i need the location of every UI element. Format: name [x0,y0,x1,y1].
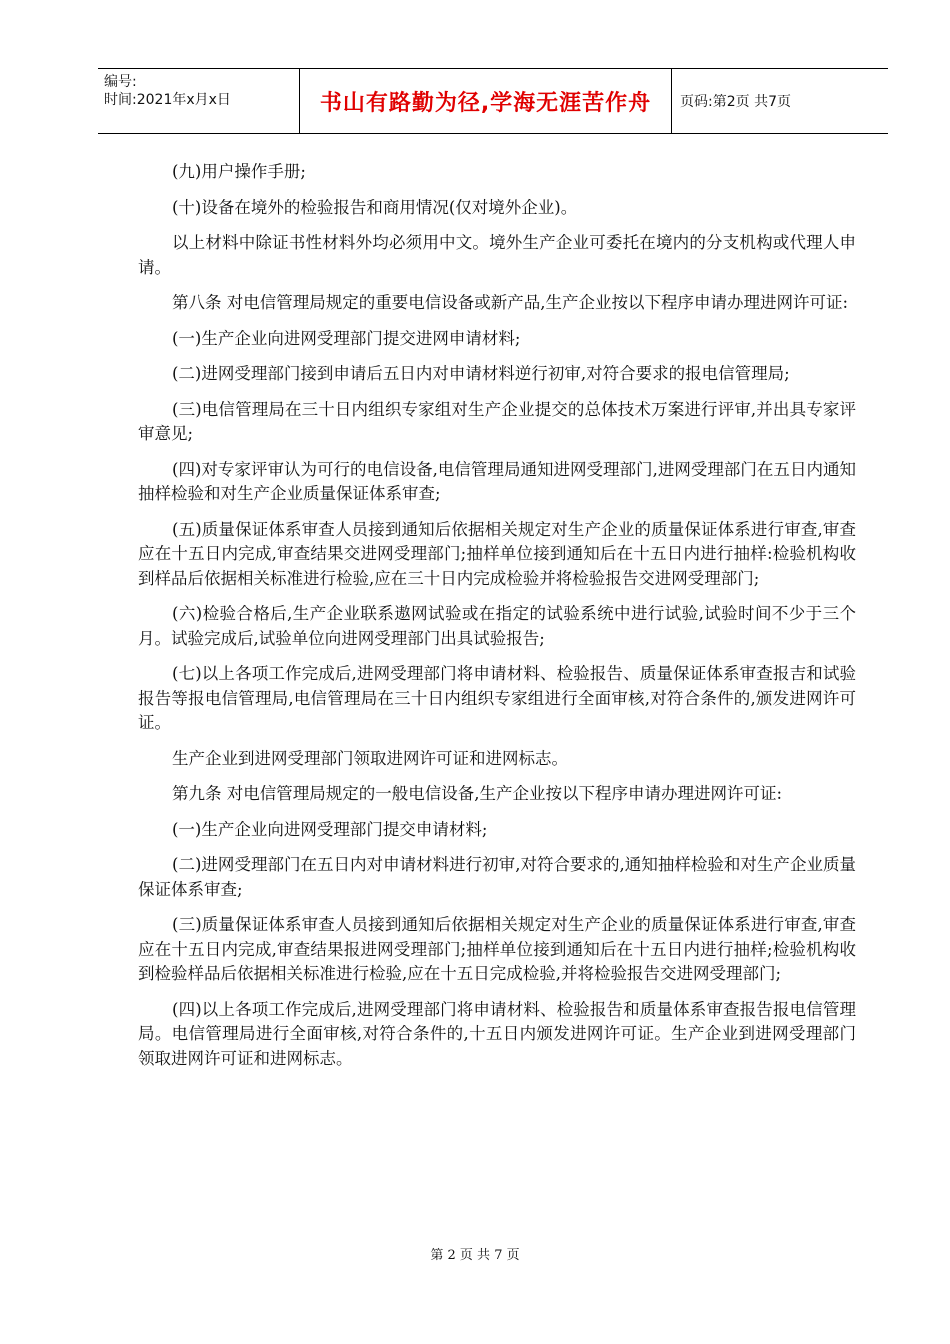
page-header [98,68,888,134]
paragraph: (一)生产企业向进网受理部门提交申请材料; [172,819,488,839]
paragraph: (二)进网受理部门在五日内对申请材料进行初审,对符合要求的,通知抽样检验和对生产企业质量保证体系审查; [138,855,856,899]
paragraph: (十)设备在境外的检验报告和商用情况(仅对境外企业)。 [172,197,578,217]
document-number-label: 编号: [104,74,137,90]
paragraph: 以上材料中除证书性材料外均必须用中文。境外生产企业可委托在境内的分支机构或代理人申请。 [138,233,856,277]
paragraph: (四)以上各项工作完成后,进网受理部门将申请材料、检验报告和质量体系审查报告报电信管理局。电信管理局进行全面审核,对符合条件的,十五日内颁发进网许可证。生产企业到进网受理部门领取进网许可证和进网标志。 [138,999,856,1068]
paragraph: (六)检验合格后,生产企业联系遨网试验或在指定的试验系统中进行试验,试验时间不少于三个月。试验完成后,试验单位向进网受理部门出具试验报告; [138,604,856,648]
paragraph: (七)以上各项工作完成后,进网受理部门将申请材料、检验报告、质量保证体系审查报吉和试验报告等报电信管理局,电信管理局在三十日内组织专家组进行全面审核,对符合条件的,颁发进网许可证。 [138,664,856,732]
document-time-label: 时间:2021年x月x日 [104,92,231,108]
header-motto: 书山有路勤为径,学海无涯苦作舟 [319,90,652,116]
header-page-info: 页码:第2页 共7页 [680,94,791,110]
paragraph: (二)进网受理部门接到申请后五日内对申请材料逆行初审,对符合要求的报电信管理局; [172,364,790,383]
document-body [138,160,856,1082]
page-footer: 第 2 页 共 7 页 [430,1248,520,1263]
paragraph: (四)对专家评审认为可行的电信设备,电信管理局通知进网受理部门,进网受理部门在五日内通知抽样检验和对生产企业质量保证体系审查; [138,459,856,503]
paragraph: (三)质量保证体系审查人员接到通知后依据相关规定对生产企业的质量保证体系进行审查,审查应在十五日内完成,审查结果报进网受理部门;抽样单位接到通知后在十五日内进行抽样;检验机构收到检验样品后依据相关标准进行检验,应在十五日完成检验,并将检验报告交进网受理部门; [138,915,856,983]
header-motto-cell [300,69,672,133]
paragraph-article-9: 第九条 对电信管理局规定的一般电信设备,生产企业按以下程序申请办理进网许可证: [172,784,783,803]
paragraph: 生产企业到进网受理部门领取进网许可证和进网标志。 [172,748,568,768]
paragraph: (九)用户操作手册; [172,162,306,181]
header-meta-cell [98,69,300,133]
paragraph: (三)电信管理局在三十日内组织专家组对生产企业提交的总体技术万案进行评审,并出具专家评审意见; [138,399,856,443]
header-page-cell [672,69,888,133]
paragraph-article-8: 第八条 对电信管理局规定的重要电信设备或新产品,生产企业按以下程序申请办理进网许可证: [172,293,849,312]
paragraph: (一)生产企业向进网受理部门提交进网申请材料; [172,328,521,348]
paragraph: (五)质量保证体系审查人员接到通知后依据相关规定对生产企业的质量保证体系进行审查,审查应在十五日内完成,审查结果交进网受理部门;抽样单位接到通知后在十五日内进行抽样:检验机构收到样品后依据相关标准进行检验,应在三十日内完成检验并将检验报告交进网受理部门; [138,519,856,588]
